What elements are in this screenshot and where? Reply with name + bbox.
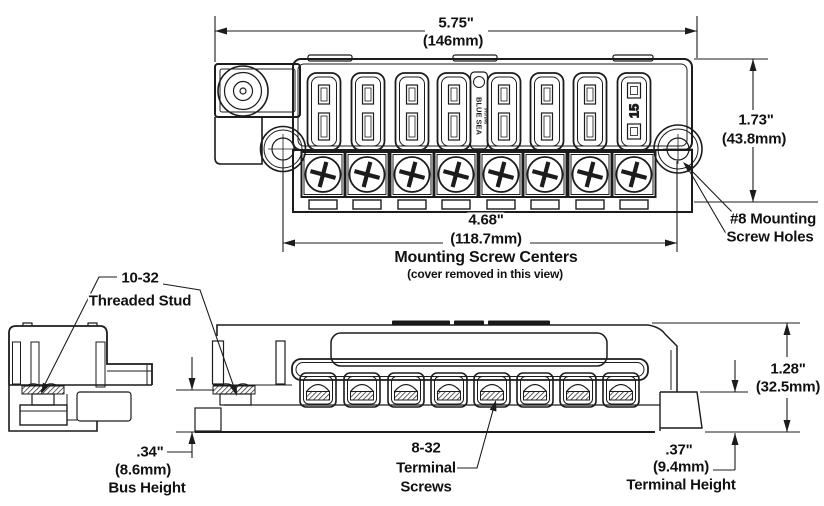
dim-overall-height-side-in: 1.28" — [770, 360, 806, 378]
brand-logo-icon — [474, 77, 485, 88]
fuse-amp-label: 15 — [626, 103, 642, 119]
dim-terminal-height-in: .37" — [665, 441, 693, 459]
dim-bus-height-mm: (8.6mm) — [114, 461, 172, 479]
label-mounting-holes-line1: #8 Mounting — [729, 210, 817, 228]
dim-overall-height-top-in: 1.73" — [738, 111, 774, 129]
dim-128 — [652, 323, 800, 432]
brand-text: BLUE SEA — [474, 97, 484, 135]
leader-terminal-screws — [457, 403, 495, 468]
phillips-cross-icon — [618, 159, 650, 191]
phillips-cross-icon — [396, 159, 428, 191]
phillips-cross-icon — [307, 159, 339, 191]
label-terminal-screws-line2: Terminal — [396, 459, 456, 477]
dim-screw-centers-in: 4.68" — [468, 211, 504, 229]
label-terminal-height: Terminal Height — [626, 476, 736, 494]
label-bus-height: Bus Height — [108, 479, 186, 497]
phillips-cross-icon — [485, 159, 517, 191]
note-cover-removed: (cover removed in this view) — [407, 267, 563, 281]
terminal-screws-top — [302, 152, 656, 209]
bus-bar — [20, 405, 67, 425]
phillips-cross-icon — [351, 159, 383, 191]
label-stud-line1: 10-32 — [121, 269, 159, 287]
dimension-arrowheads — [41, 28, 791, 446]
label-mounting-holes-line2: Screw Holes — [726, 228, 814, 246]
leader-mounting-holes — [686, 165, 734, 237]
dimension-lines — [41, 16, 818, 470]
right-foot — [660, 392, 702, 431]
dim-overall-height-top-mm: (43.8mm) — [721, 130, 787, 148]
label-screw-centers: Mounting Screw Centers — [394, 249, 578, 266]
dim-overall-height-side-mm: (32.5mm) — [755, 378, 821, 396]
dim-screw-centers-mm: (118.7mm) — [450, 230, 522, 248]
molded-text-strip — [392, 321, 550, 326]
dim-terminal-height-mm: (9.4mm) — [652, 458, 710, 476]
phillips-cross-icon — [529, 159, 561, 191]
dim-overall-width-in: 5.75" — [438, 14, 474, 32]
brand-strip — [471, 72, 488, 149]
phillips-cross-icon — [574, 159, 606, 191]
brand-subtext: SYSTEMS — [483, 107, 488, 125]
cover-profile — [331, 333, 607, 366]
top-view — [215, 55, 702, 212]
label-terminal-screws-line1: 8-32 — [411, 439, 441, 457]
label-terminal-screws-line3: Screws — [400, 478, 452, 496]
dim-overall-width-mm: (146mm) — [422, 32, 484, 50]
label-stud-line2: Threaded Stud — [88, 292, 192, 310]
phillips-cross-icon — [440, 159, 472, 191]
end-view — [9, 323, 152, 431]
dim-037 — [700, 360, 748, 470]
side-view — [195, 321, 702, 433]
terminal-screws-side — [300, 373, 639, 407]
dim-bus-height-in: .34" — [136, 443, 164, 461]
